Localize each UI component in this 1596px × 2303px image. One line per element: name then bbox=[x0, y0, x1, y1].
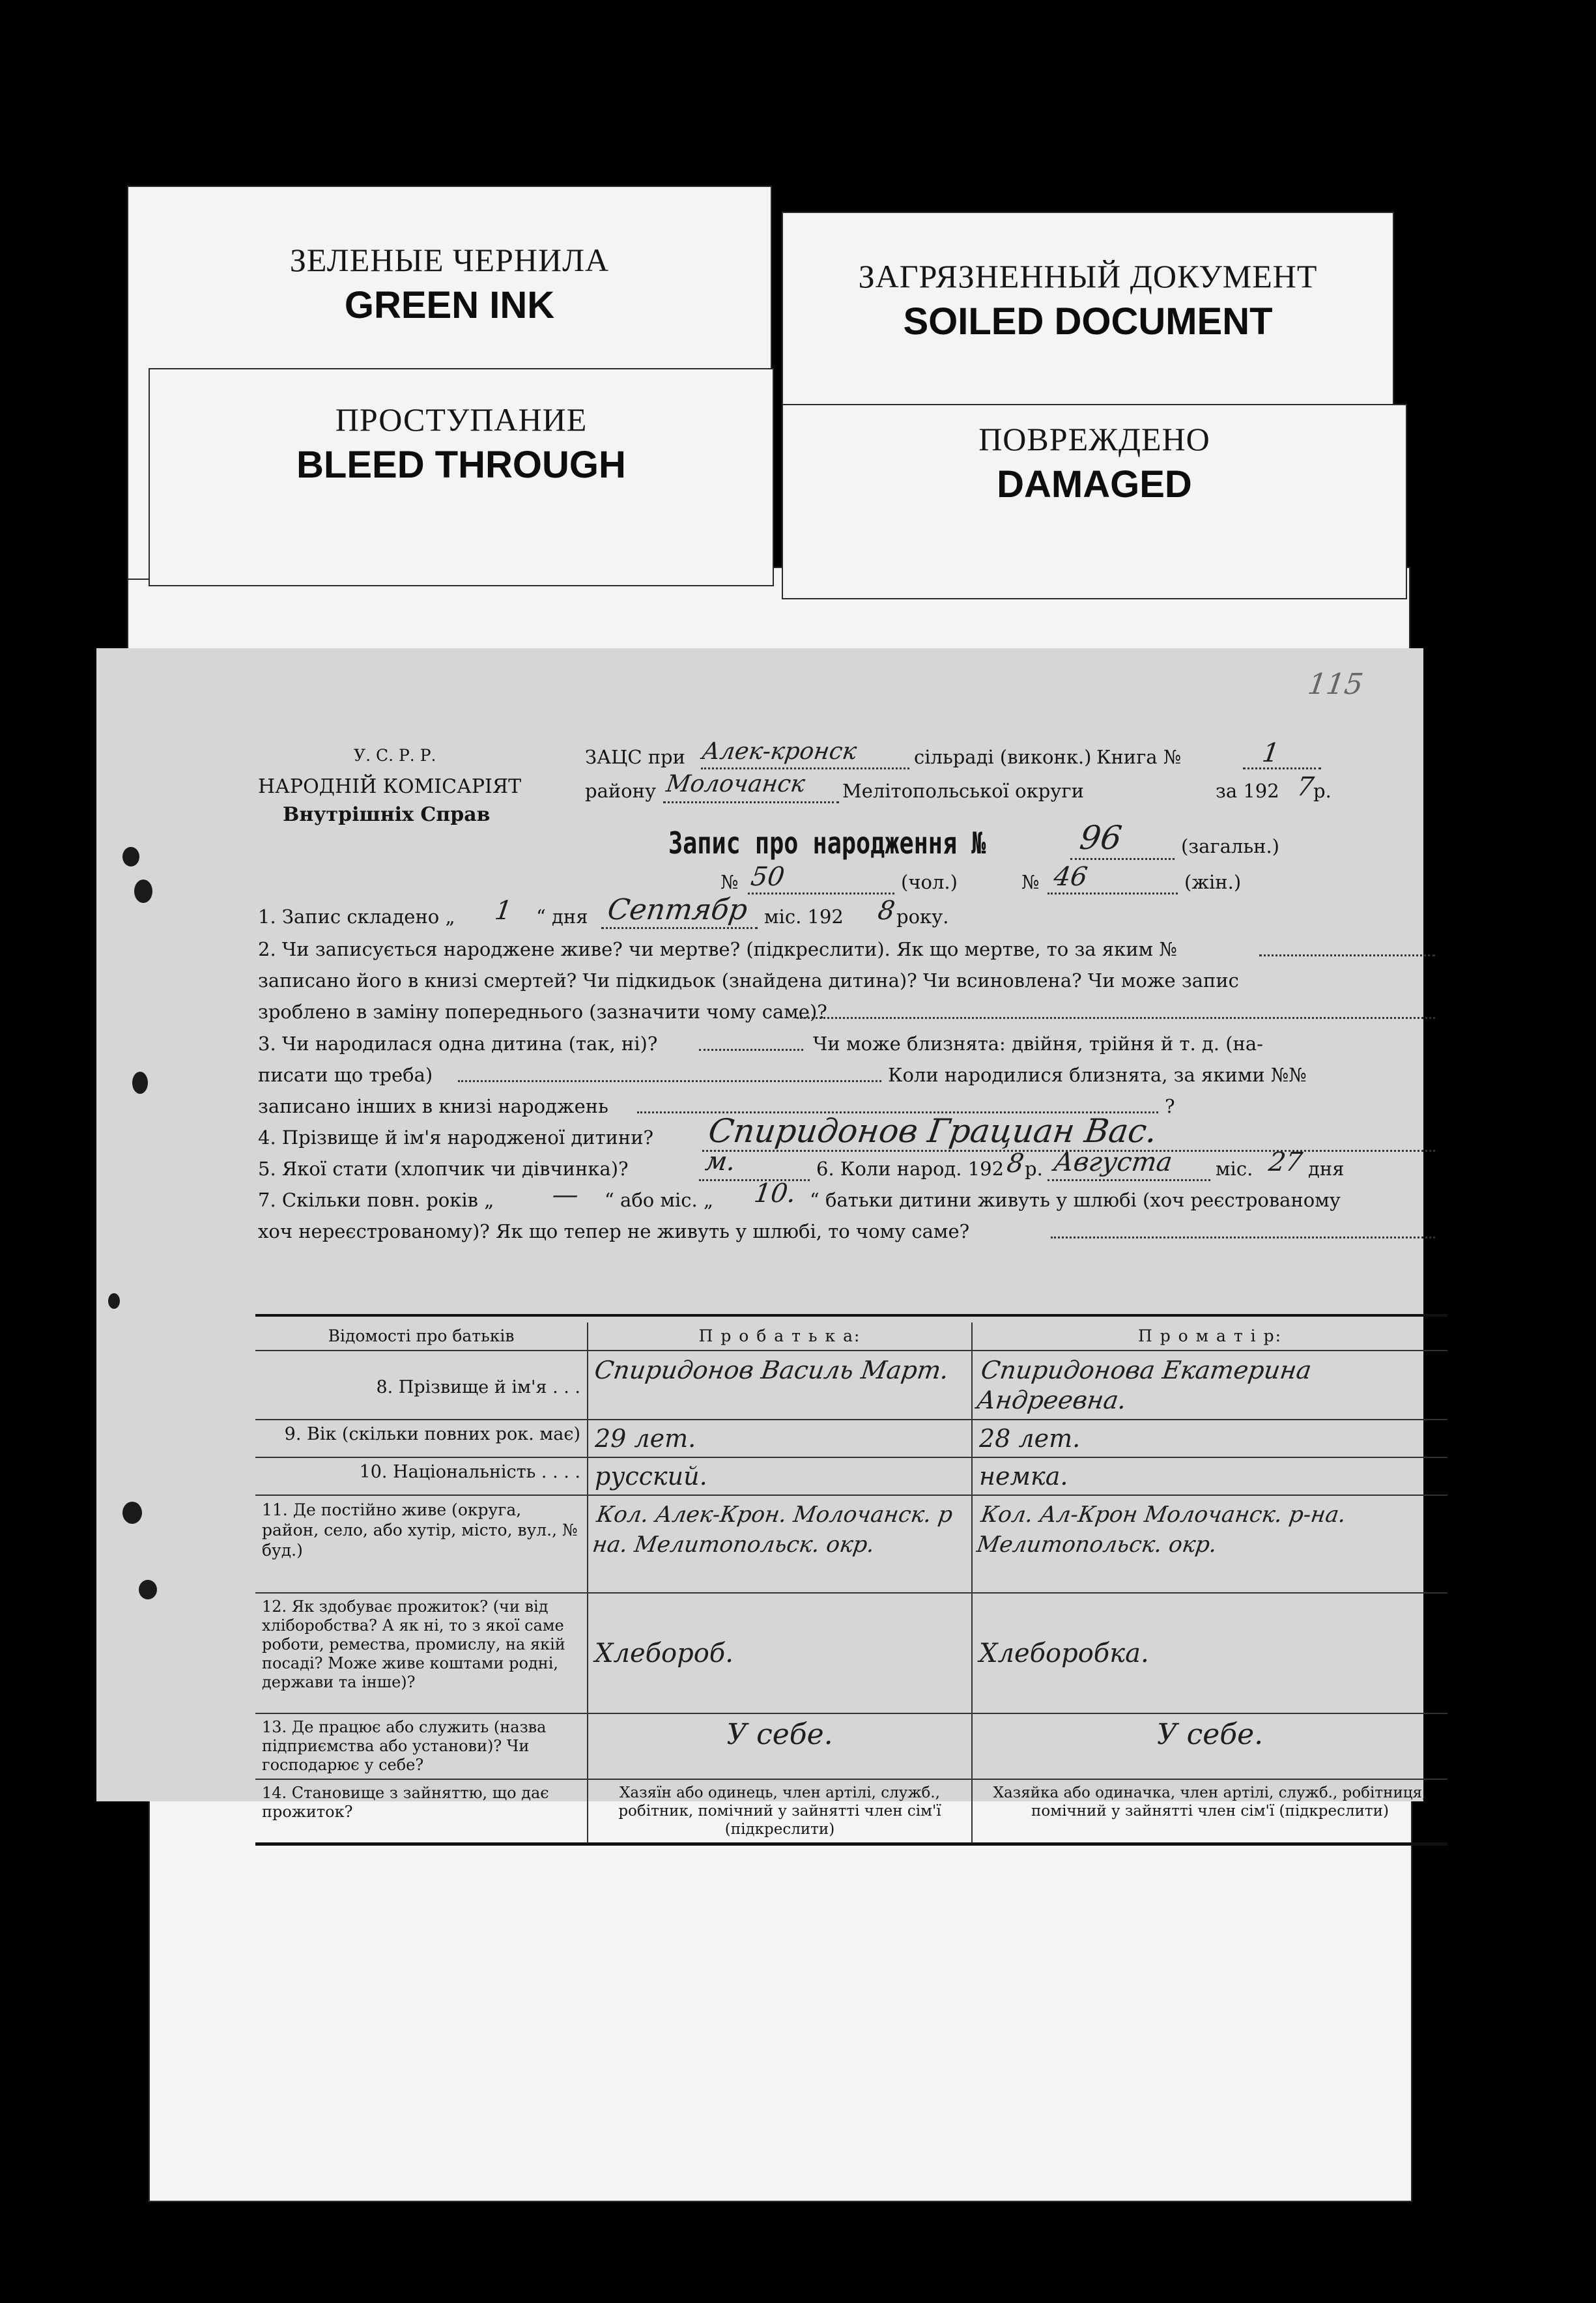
q3-line3: записано інших в книзі народжень bbox=[258, 1095, 608, 1117]
mother-occupation-value: Хлеборобка. bbox=[979, 1638, 1149, 1668]
header-internal-affairs: Внутрішніх Справ bbox=[283, 803, 491, 826]
q4-label: 4. Прізвище й ім'я народженої дитини? bbox=[258, 1126, 654, 1149]
label-sheet-damaged bbox=[782, 404, 1407, 599]
q4-child-name: Спиридонов Грациан Вас. bbox=[705, 1112, 1160, 1150]
book-number: 1 bbox=[1260, 738, 1281, 768]
father-workplace bbox=[588, 1713, 972, 1779]
q6-dnya: дня bbox=[1308, 1158, 1345, 1180]
book-label: Книга № bbox=[1096, 746, 1182, 768]
punch-hole bbox=[122, 1502, 142, 1524]
q1-prefix: 1. Запис складено „ bbox=[258, 906, 455, 928]
total-label: (загальн.) bbox=[1181, 835, 1279, 857]
dotted-rule bbox=[601, 927, 758, 929]
q1-roku: року. bbox=[896, 906, 949, 928]
q7-years: — bbox=[550, 1180, 581, 1210]
q7-or-months: “ або міс. „ bbox=[605, 1189, 714, 1211]
punch-hole bbox=[134, 880, 152, 903]
birth-record-card bbox=[96, 648, 1427, 1838]
punch-hole bbox=[132, 1072, 148, 1094]
page-number: 115 bbox=[1305, 668, 1365, 701]
q5-sex: м. bbox=[703, 1147, 738, 1177]
table-row bbox=[255, 1593, 1447, 1713]
label-damaged-ru: ПОВРЕЖДЕНО bbox=[978, 421, 1210, 457]
female-no-label: № bbox=[1021, 871, 1040, 893]
row-label: 10. Національність . . . . bbox=[255, 1457, 588, 1495]
label-soiled-ru: ЗАГРЯЗНЕННЫЙ ДОКУМЕНТ bbox=[858, 258, 1318, 294]
record-title: Запис про народження № bbox=[668, 825, 986, 861]
q5-label: 5. Якої стати (хлопчик чи дівчинка)? bbox=[258, 1158, 629, 1180]
q6-r: р. bbox=[1025, 1158, 1043, 1180]
dotted-rule bbox=[1259, 954, 1435, 956]
male-label: (чол.) bbox=[901, 871, 958, 893]
label-bleed-ru: ПРОСТУПАНИЕ bbox=[335, 401, 588, 438]
label-sheet-bleed-through bbox=[149, 368, 774, 586]
table-row bbox=[255, 1351, 1447, 1420]
father-nationality bbox=[588, 1457, 972, 1495]
table-row bbox=[255, 1420, 1447, 1457]
dotted-rule bbox=[1070, 858, 1175, 860]
table-header-cell: Відомості про батьків bbox=[328, 1326, 515, 1345]
table-row bbox=[255, 1713, 1447, 1779]
mother-workplace-value: У себе. bbox=[1156, 1718, 1264, 1751]
punch-hole bbox=[122, 847, 139, 866]
father-age-value: 29 лет. bbox=[595, 1424, 696, 1453]
table-row bbox=[255, 1457, 1447, 1495]
table-header-row bbox=[255, 1323, 1447, 1351]
father-name bbox=[588, 1351, 972, 1420]
okrug: Мелітопольської округи bbox=[842, 780, 1084, 802]
rayon-label: району bbox=[585, 780, 657, 802]
table-top-rule bbox=[255, 1314, 1447, 1317]
zags-prefix: ЗАЦС при bbox=[585, 746, 685, 768]
q2-line2: записано його в книзі смертей? Чи підкидьок (знайдена дитина)? Чи всиновлена? Чи може запис bbox=[258, 969, 1239, 992]
dotted-rule bbox=[701, 767, 909, 769]
row-label: 8. Прізвище й ім'я . . . bbox=[255, 1351, 588, 1420]
header-commissariat: НАРОДНІЙ КОМІСАРІЯТ bbox=[258, 775, 522, 798]
q7-months: 10. bbox=[752, 1179, 798, 1209]
dotted-rule bbox=[1051, 1237, 1435, 1238]
dotted-rule bbox=[797, 1017, 1435, 1019]
table-header-cell: П р о б а т ь к а: bbox=[588, 1323, 972, 1351]
mother-age bbox=[972, 1420, 1447, 1457]
male-no-label: № bbox=[720, 871, 739, 893]
mother-name-value: Спиридонова Екатерина Андреевна. bbox=[975, 1356, 1313, 1414]
mother-nationality bbox=[972, 1457, 1447, 1495]
q6-year: 8 bbox=[1005, 1149, 1026, 1179]
father-occupation-value: Хлебороб. bbox=[595, 1638, 734, 1668]
row-label: 11. Де постійно живе (округа, район, село, або хутір, місто, вул., № буд.) bbox=[255, 1495, 588, 1593]
q3-line1a: 3. Чи народилася одна дитина (так, ні)? bbox=[258, 1033, 658, 1055]
label-sheet-soiled-document bbox=[782, 212, 1394, 427]
dotted-rule bbox=[748, 893, 894, 894]
q7-label: 7. Скільки повн. років „ bbox=[258, 1189, 494, 1211]
mother-age-value: 28 лет. bbox=[979, 1424, 1081, 1453]
father-residence bbox=[588, 1495, 972, 1593]
table-row bbox=[255, 1779, 1447, 1844]
q1-day: 1 bbox=[492, 896, 514, 926]
father-occupation bbox=[588, 1593, 972, 1713]
q2-line3: зроблено в заміну попереднього (зазначити чому саме)? bbox=[258, 1001, 827, 1023]
label-green-ink-ru: ЗЕЛЕНЫЕ ЧЕРНИЛА bbox=[289, 242, 610, 278]
mother-residence-value: Кол. Ал-Крон Молочанск. р-на. Мелитопольск. окр. bbox=[975, 1502, 1348, 1558]
q6-mis: міс. bbox=[1216, 1158, 1253, 1180]
punch-hole bbox=[108, 1293, 120, 1309]
q6-month: Августа bbox=[1051, 1147, 1175, 1177]
q1-month: Септябр bbox=[605, 893, 750, 926]
row-label: 14. Становище з зайняттю, що дає прожиток? bbox=[255, 1779, 588, 1844]
q3-question-mark: ? bbox=[1165, 1095, 1175, 1117]
row-label: 9. Вік (скільки повних рок. має) bbox=[255, 1420, 588, 1457]
q7-line1-rest: “ батьки дитини живуть у шлюбі (хоч реєстрованому bbox=[810, 1189, 1341, 1211]
row-label: 13. Де працює або служить (назва підприємства або установи)? Чи господарює у себе? bbox=[255, 1713, 588, 1779]
label-damaged-en: DAMAGED bbox=[997, 463, 1192, 506]
q1-mis: міс. 192 bbox=[764, 906, 844, 928]
mother-name bbox=[972, 1351, 1447, 1420]
mother-nationality-value: немка. bbox=[979, 1462, 1068, 1491]
label-soiled-en: SOILED DOCUMENT bbox=[903, 300, 1273, 343]
punch-hole bbox=[139, 1580, 157, 1599]
q3-line2b: Коли народилися близнята, за якими №№ bbox=[888, 1064, 1307, 1086]
father-age bbox=[588, 1420, 972, 1457]
dotted-rule bbox=[1243, 767, 1321, 769]
row-label: 12. Як здобуває прожиток? (чи від хліборобства? А як ні, то з якої саме роботи, ремества, промислу, на якій посаді? Може живе коштами родні, держави та інше)? bbox=[255, 1593, 588, 1713]
label-bleed-en: BLEED THROUGH bbox=[296, 444, 626, 486]
mother-workplace bbox=[972, 1713, 1447, 1779]
label-green-ink-en: GREEN INK bbox=[344, 284, 555, 326]
q3-line2a: писати що треба) bbox=[258, 1064, 433, 1086]
female-label: (жін.) bbox=[1184, 871, 1242, 893]
dotted-rule bbox=[699, 1049, 803, 1051]
dotted-rule bbox=[663, 801, 839, 803]
mother-status: Хазяйка або одиначка, член артілі, служб., робітниця, помічний у зайнятті член сім'ї (підкреслити) bbox=[972, 1779, 1447, 1844]
dotted-rule bbox=[1047, 893, 1178, 894]
q7-line2: хоч нереєстрованому)? Як що тепер не живуть у шлюбі, то чому саме? bbox=[258, 1220, 970, 1242]
parents-table bbox=[255, 1323, 1447, 1846]
q6-label: 6. Коли народ. 192 bbox=[816, 1158, 1005, 1180]
female-number: 46 bbox=[1051, 862, 1090, 892]
year-label: за 192 bbox=[1216, 780, 1279, 802]
q2-line1: 2. Чи записується народжене живе? чи мертве? (підкреслити). Як що мертве, то за яким № bbox=[258, 938, 1177, 960]
rayon-value: Молочанск bbox=[664, 771, 807, 797]
mother-occupation bbox=[972, 1593, 1447, 1713]
male-number: 50 bbox=[748, 862, 787, 892]
table-row bbox=[255, 1495, 1447, 1593]
q1-year: 8 bbox=[876, 896, 897, 926]
table-header-cell: П р о м а т і р: bbox=[972, 1323, 1447, 1351]
q6-day: 27 bbox=[1266, 1147, 1305, 1177]
mother-residence bbox=[972, 1495, 1447, 1593]
year-digit: 7 bbox=[1294, 772, 1316, 802]
q1-dnya: “ дня bbox=[536, 906, 588, 928]
q3-line1b: Чи може близнята: двійня, трійня й т. д. (на- bbox=[813, 1033, 1263, 1055]
father-nationality-value: русский. bbox=[595, 1462, 707, 1491]
header-ussr: У. С. Р. Р. bbox=[354, 746, 436, 765]
year-suffix: р. bbox=[1313, 780, 1332, 802]
record-number: 96 bbox=[1077, 819, 1124, 857]
dotted-rule bbox=[458, 1080, 881, 1082]
father-status: Хазяїн або одинець, член артілі, служб., робітник, помічний у зайнятті член сім'ї (підкреслити) bbox=[588, 1779, 972, 1844]
father-workplace-value: У себе. bbox=[726, 1718, 833, 1751]
dotted-rule bbox=[1047, 1179, 1210, 1181]
father-residence-value: Кол. Алек-Крон. Молочанск. р на. Мелитопольск. окр. bbox=[590, 1502, 954, 1558]
zags-suffix: сільраді (виконк.) bbox=[914, 746, 1092, 768]
zags-village: Алек-кронск bbox=[700, 738, 859, 765]
father-name-value: Спиридонов Василь Март. bbox=[592, 1356, 951, 1384]
